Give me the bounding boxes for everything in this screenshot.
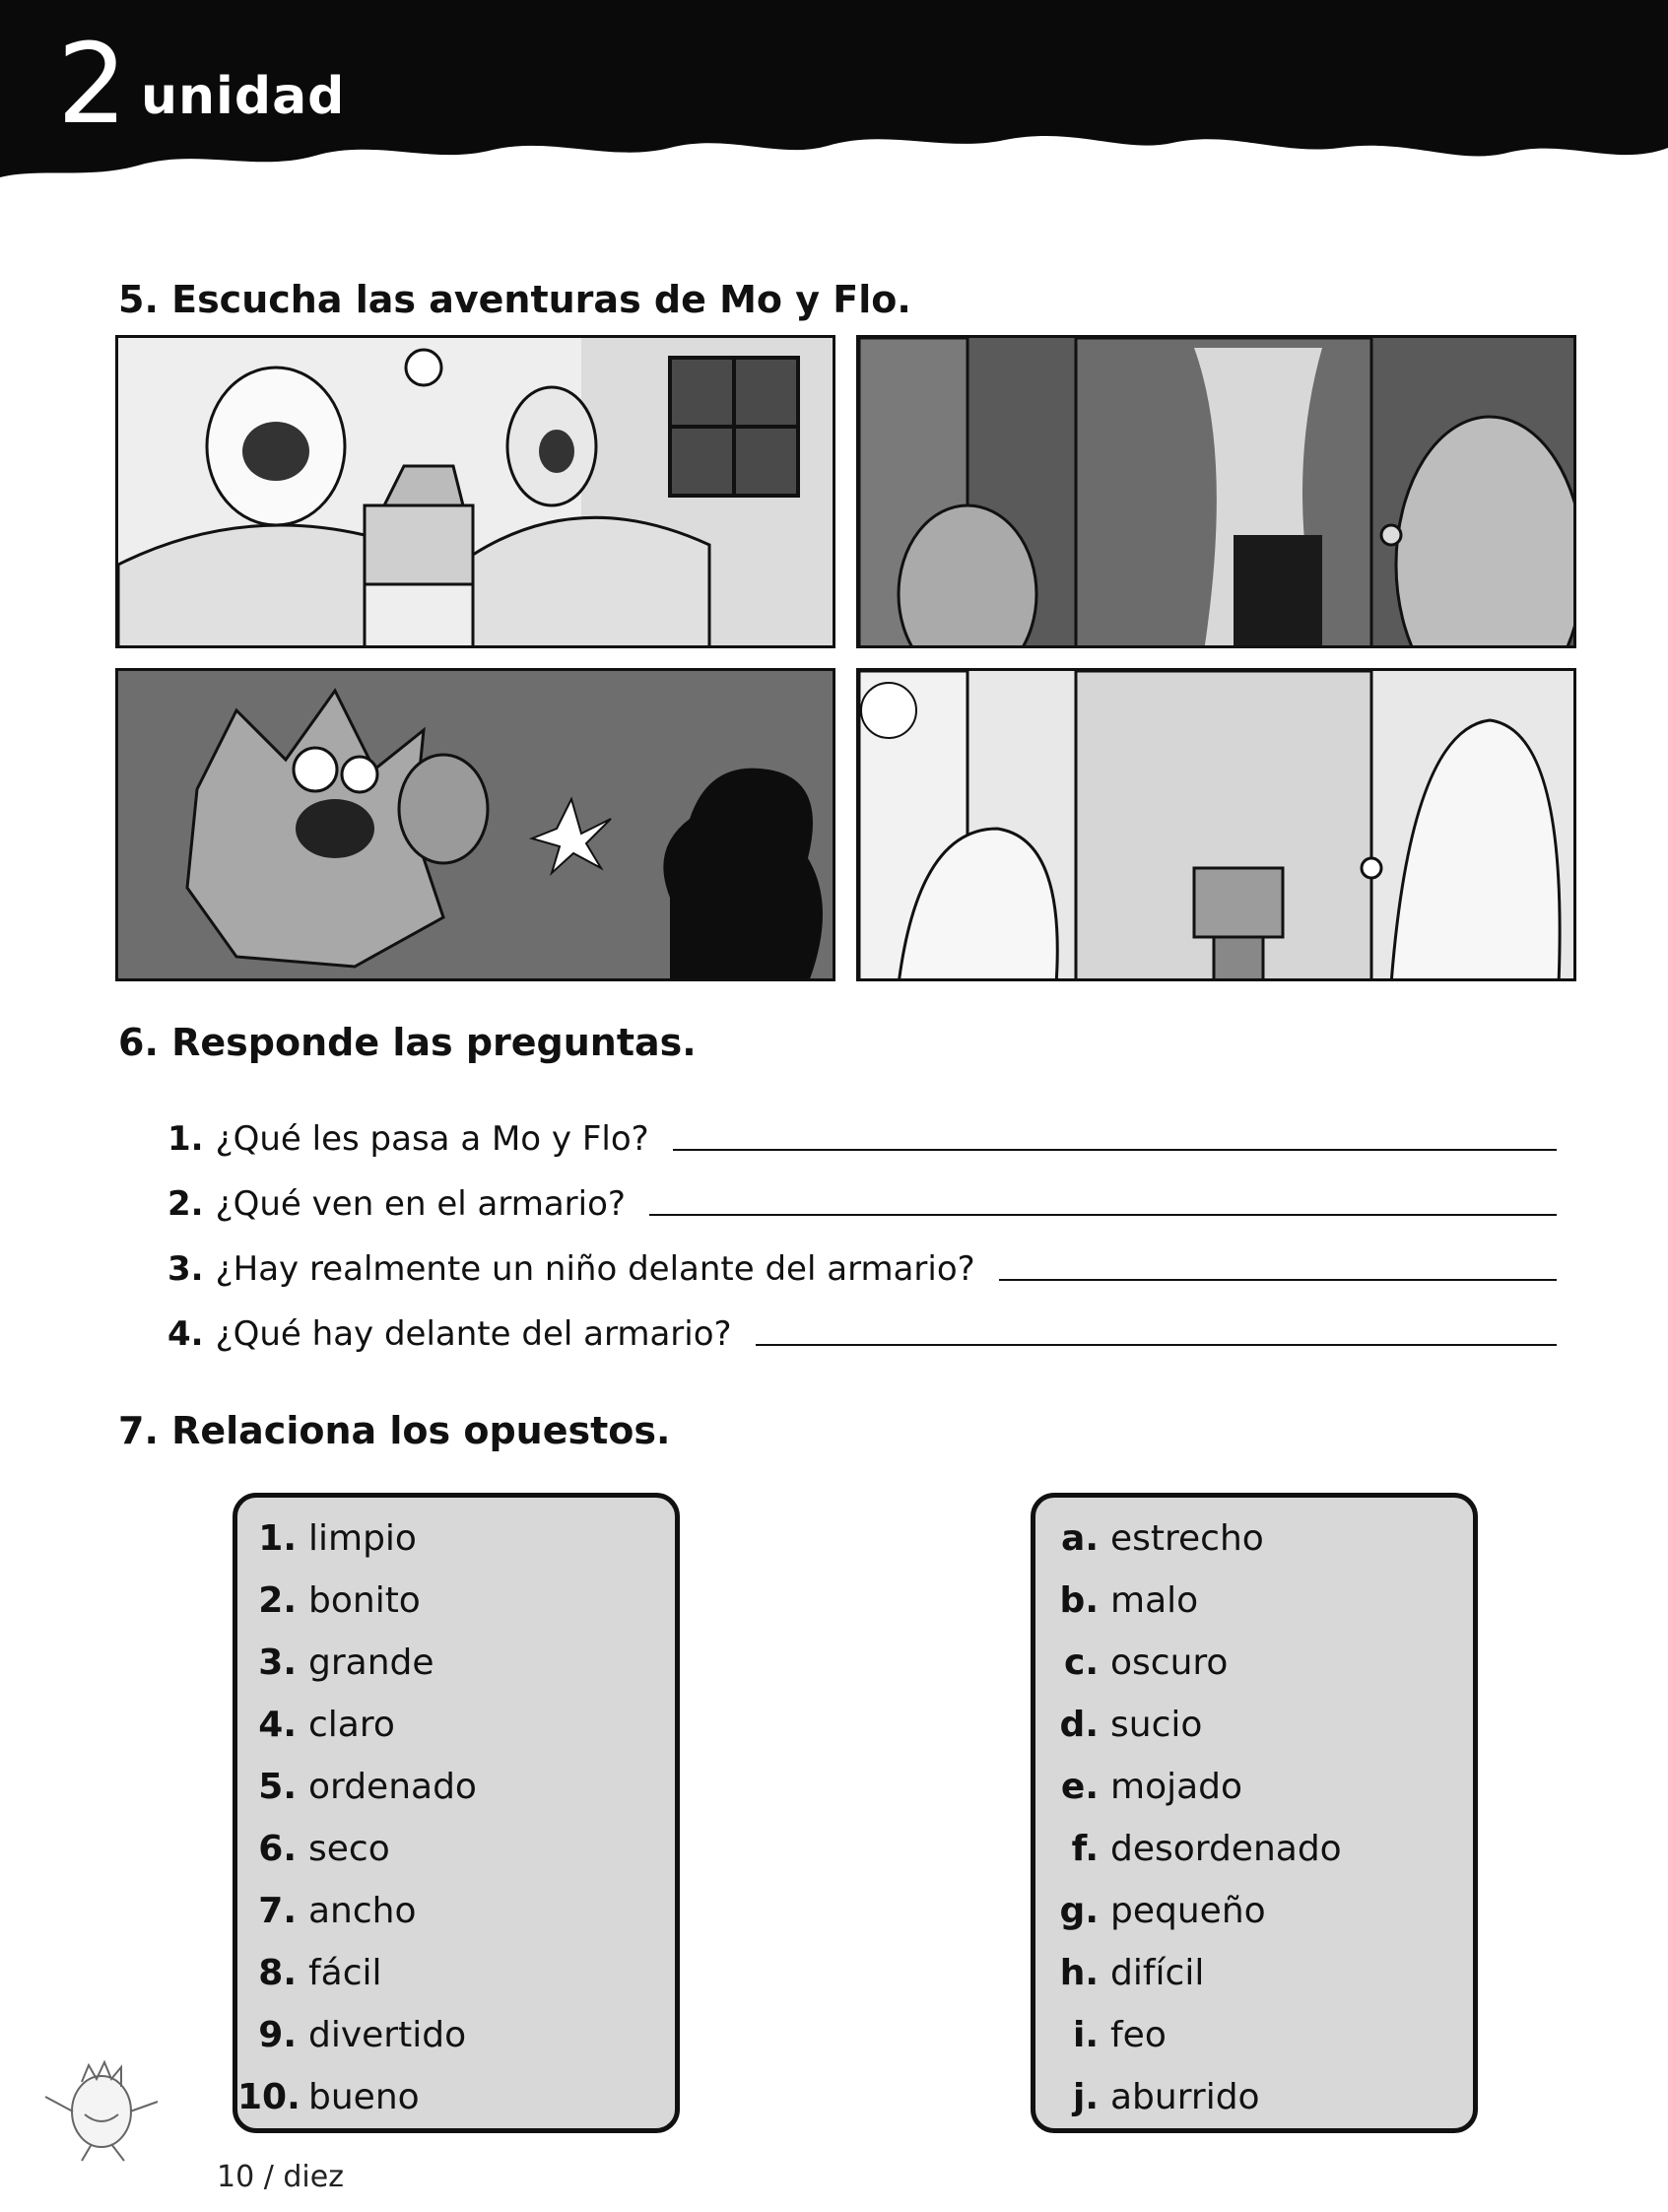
word-item xyxy=(1055,2066,1473,2128)
word-text: bueno xyxy=(308,2077,420,2117)
word-item xyxy=(1055,1570,1473,1632)
question-item xyxy=(167,1159,1557,1224)
word-letter: f. xyxy=(1071,1829,1099,1869)
word-text: aburrido xyxy=(1110,2077,1260,2117)
word-text: ancho xyxy=(308,1891,417,1931)
word-item xyxy=(1055,2004,1473,2066)
unit-number: 2 xyxy=(57,21,128,149)
word-item xyxy=(1055,1880,1473,1942)
question-number: 3. xyxy=(167,1249,204,1289)
word-text: bonito xyxy=(308,1580,421,1621)
word-text: oscuro xyxy=(1110,1642,1229,1683)
word-item xyxy=(1055,1508,1473,1570)
word-item xyxy=(1055,1632,1473,1694)
word-letter: d. xyxy=(1059,1705,1099,1745)
word-item xyxy=(1055,1694,1473,1756)
word-number: 4. xyxy=(258,1705,297,1745)
word-item xyxy=(1055,1942,1473,2004)
word-letter: j. xyxy=(1072,2077,1099,2117)
word-number: 1. xyxy=(258,1518,297,1559)
word-number: 7. xyxy=(258,1891,297,1931)
word-text: fácil xyxy=(308,1953,382,1993)
answer-line[interactable] xyxy=(999,1278,1557,1281)
word-list-left xyxy=(237,1508,675,2128)
word-number: 5. xyxy=(258,1767,297,1807)
question-item xyxy=(167,1224,1557,1289)
comic-panel-2 xyxy=(856,335,1576,648)
word-item xyxy=(237,1508,675,1570)
monsters-hug-in-fear-illustration xyxy=(118,671,835,981)
robot-in-front-of-wardrobe-illustration xyxy=(859,671,1576,981)
word-box-left xyxy=(233,1493,680,2133)
word-letter: b. xyxy=(1059,1580,1099,1621)
unit-label: unidad xyxy=(141,67,346,126)
word-text: pequeño xyxy=(1110,1891,1266,1931)
word-letter: g. xyxy=(1059,1891,1099,1931)
word-letter: a. xyxy=(1061,1518,1099,1559)
word-text: sucio xyxy=(1110,1705,1203,1745)
exercise-5-title: 5. Escucha las aventuras de Mo y Flo. xyxy=(118,278,911,321)
bedroom-monsters-screaming-illustration xyxy=(118,338,835,648)
word-item xyxy=(237,1818,675,1880)
word-number: 3. xyxy=(258,1642,297,1683)
comic-panel-4 xyxy=(856,668,1576,981)
word-text: divertido xyxy=(308,2015,467,2055)
word-text: seco xyxy=(308,1829,390,1869)
question-text: ¿Qué les pasa a Mo y Flo? xyxy=(215,1119,649,1159)
word-item xyxy=(237,1570,675,1632)
word-text: estrecho xyxy=(1110,1518,1264,1559)
question-number: 2. xyxy=(167,1184,204,1224)
word-item xyxy=(237,1756,675,1818)
exercise-7-title: 7. Relaciona los opuestos. xyxy=(118,1409,671,1452)
question-text: ¿Qué ven en el armario? xyxy=(215,1184,626,1224)
monsters-see-shadow-in-wardrobe-illustration xyxy=(859,338,1576,648)
word-number: 6. xyxy=(258,1829,297,1869)
word-item xyxy=(237,2004,675,2066)
word-text: grande xyxy=(308,1642,434,1683)
word-text: claro xyxy=(308,1705,395,1745)
question-list xyxy=(167,1094,1557,1354)
word-item xyxy=(237,1694,675,1756)
word-number: 8. xyxy=(258,1953,297,1993)
word-box-right xyxy=(1031,1493,1478,2133)
answer-line[interactable] xyxy=(649,1213,1557,1216)
word-item xyxy=(1055,1756,1473,1818)
word-number: 9. xyxy=(258,2015,297,2055)
word-number: 10. xyxy=(237,2077,300,2117)
question-number: 4. xyxy=(167,1314,204,1354)
monster-mascot-icon xyxy=(37,2057,166,2166)
answer-line[interactable] xyxy=(756,1343,1557,1346)
question-text: ¿Hay realmente un niño delante del armario? xyxy=(215,1249,975,1289)
unit-header xyxy=(0,0,1668,197)
exercise-6-title: 6. Responde las preguntas. xyxy=(118,1021,697,1064)
word-text: limpio xyxy=(308,1518,417,1559)
word-text: mojado xyxy=(1110,1767,1243,1807)
word-item xyxy=(237,1632,675,1694)
comic-panel-1 xyxy=(115,335,835,648)
word-item xyxy=(237,1880,675,1942)
answer-line[interactable] xyxy=(673,1148,1557,1151)
question-item xyxy=(167,1289,1557,1354)
word-list-right xyxy=(1035,1508,1473,2128)
word-letter: c. xyxy=(1063,1642,1099,1683)
word-text: malo xyxy=(1110,1580,1199,1621)
word-item xyxy=(1055,1818,1473,1880)
page-number: 10 / diez xyxy=(217,2160,344,2194)
word-letter: i. xyxy=(1072,2015,1099,2055)
word-item xyxy=(237,2066,675,2128)
word-number: 2. xyxy=(258,1580,297,1621)
word-letter: e. xyxy=(1060,1767,1099,1807)
question-item xyxy=(167,1094,1557,1159)
question-number: 1. xyxy=(167,1119,204,1159)
word-text: desordenado xyxy=(1110,1829,1342,1869)
word-text: ordenado xyxy=(308,1767,477,1807)
word-text: feo xyxy=(1110,2015,1167,2055)
comic-panel-3 xyxy=(115,668,835,981)
word-text: difícil xyxy=(1110,1953,1205,1993)
question-text: ¿Qué hay delante del armario? xyxy=(215,1314,732,1354)
word-item xyxy=(237,1942,675,2004)
word-letter: h. xyxy=(1059,1953,1099,1993)
